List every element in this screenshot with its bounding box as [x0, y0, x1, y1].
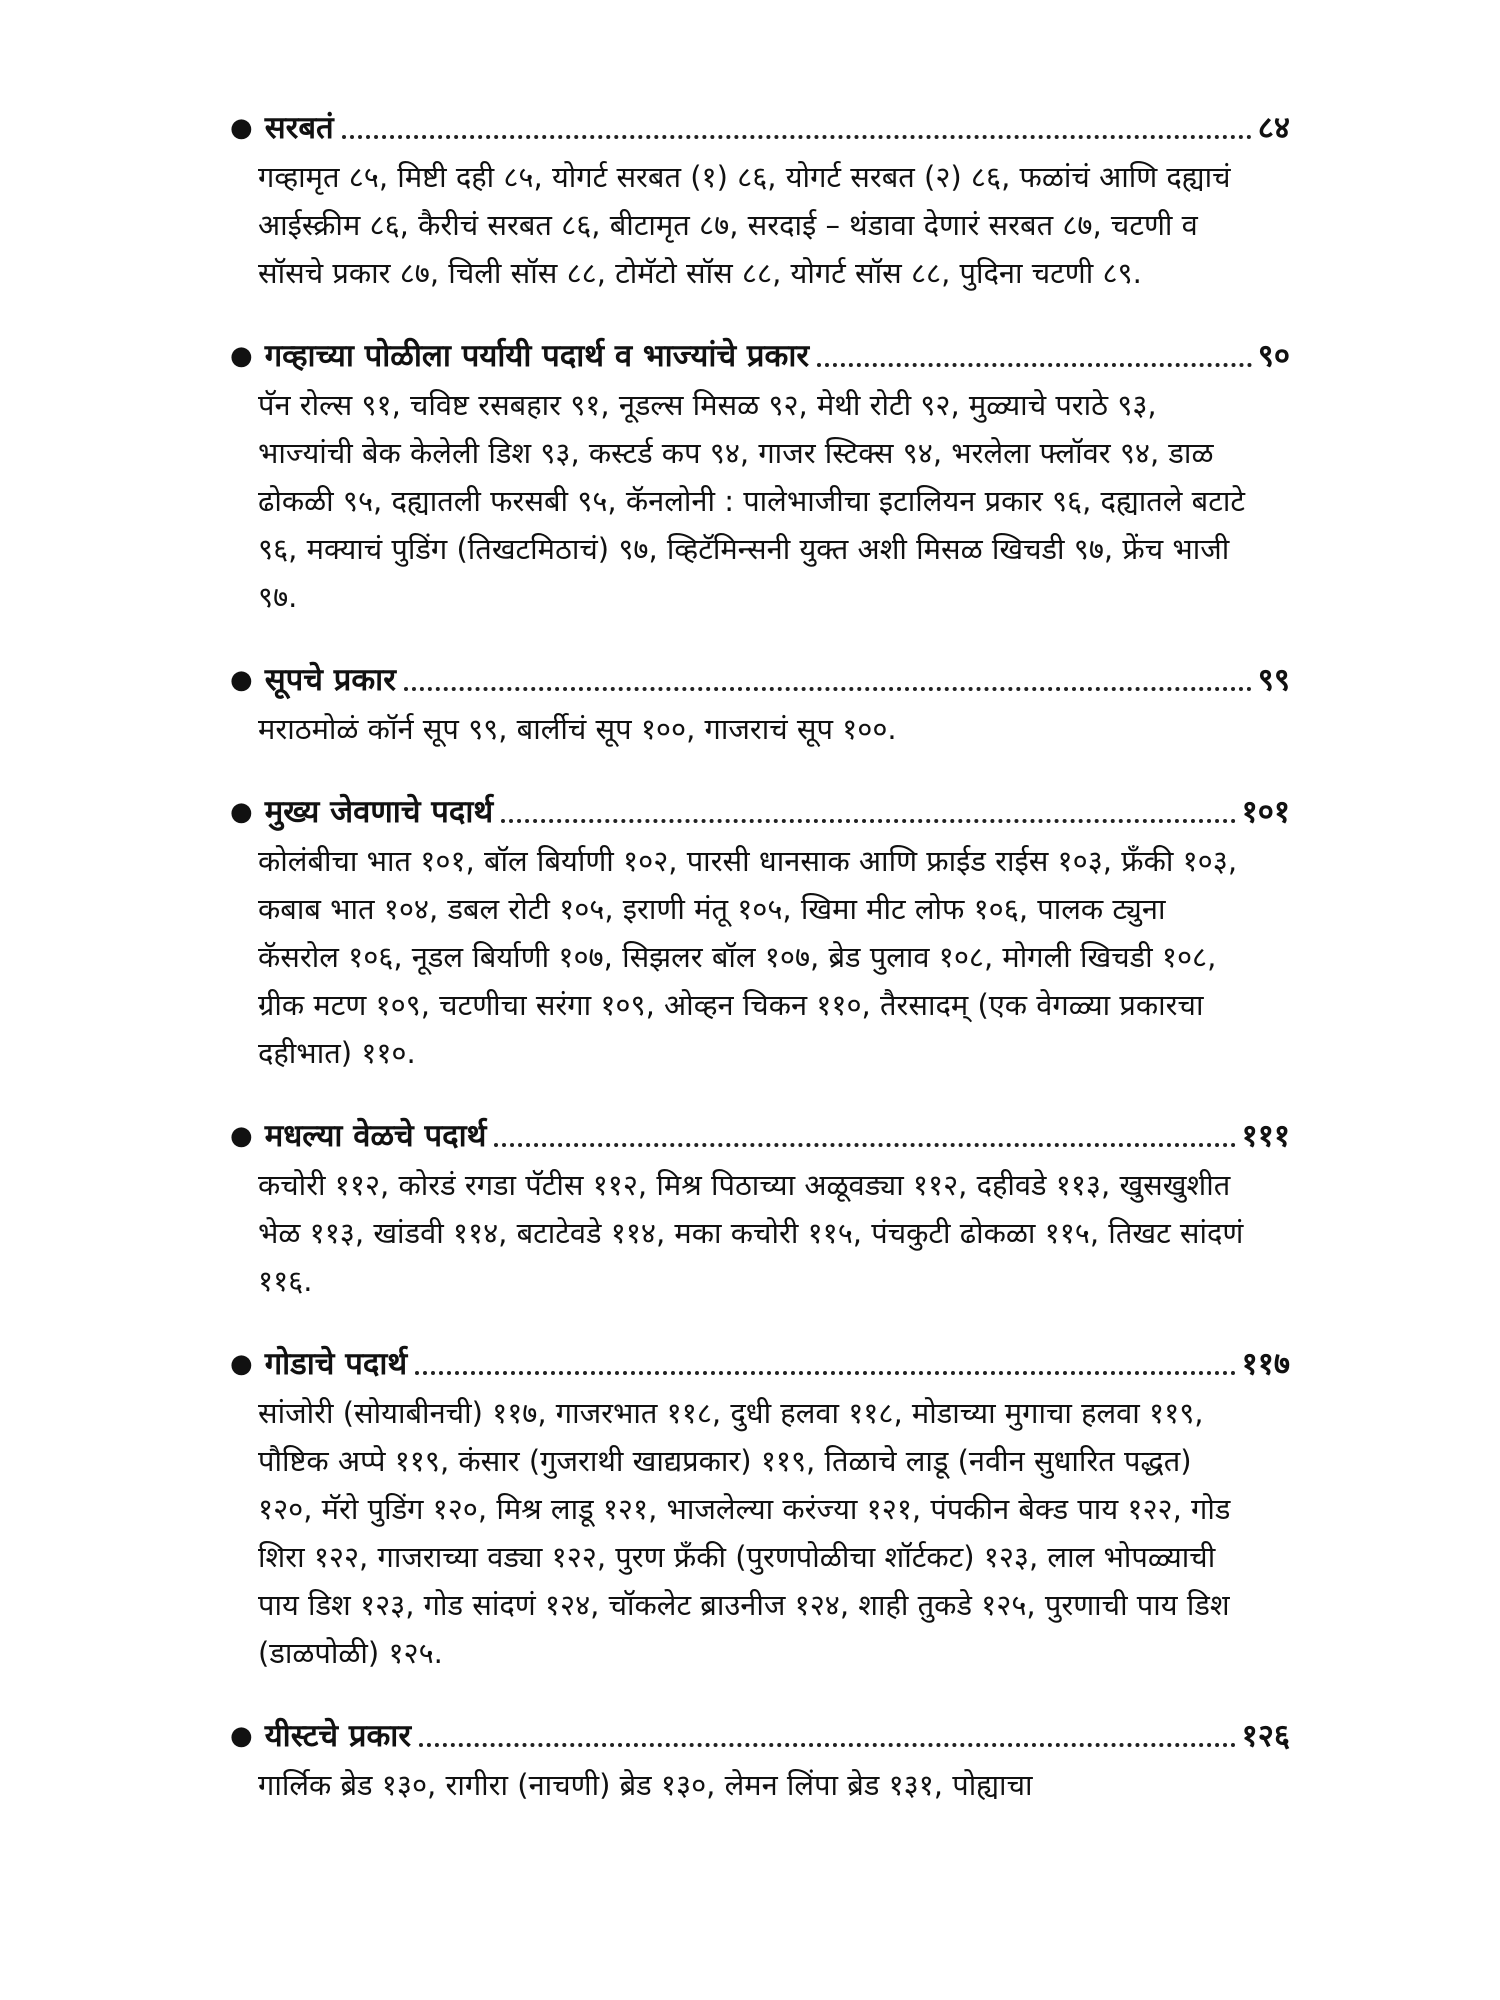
- toc-heading: [230, 789, 1290, 837]
- dot-leader: [501, 819, 1235, 823]
- bullet-icon: ●: [230, 341, 253, 371]
- page-number: ११७: [1241, 1346, 1290, 1382]
- dot-leader: [342, 135, 1252, 139]
- dot-leader: [415, 1371, 1235, 1375]
- toc-entry: [230, 1713, 1290, 1809]
- bullet-icon: ●: [230, 1121, 253, 1151]
- toc-heading: [230, 1341, 1290, 1389]
- section-title: यीस्टचे प्रकार: [264, 1718, 412, 1754]
- toc-heading: [230, 1713, 1290, 1761]
- bullet-icon: ●: [230, 665, 253, 695]
- section-title: सरबतं: [264, 110, 334, 146]
- toc-heading: [230, 657, 1290, 705]
- dot-leader: [404, 687, 1252, 691]
- page-number: ९९: [1257, 662, 1290, 698]
- section-items: गार्लिक ब्रेड १३०, रागीरा (नाचणी) ब्रेड १३०, लेमन लिंपा ब्रेड १३१, पोह्याचा: [258, 1768, 1033, 1802]
- page-number: १०१: [1241, 794, 1290, 830]
- toc-entry: [230, 789, 1290, 1077]
- page-number: १११: [1241, 1118, 1290, 1154]
- dot-leader: [494, 1143, 1235, 1147]
- section-items: पॅन रोल्स ९१, चविष्ट रसबहार ९१, नूडल्स मिसळ ९२, मेथी रोटी ९२, मुळ्याचे पराठे ९३, भाज्यांची बेक केलेली डिश ९३, कस्टर्ड कप ९४, गाजर स्टिक्स ९४, भरलेला फ्लॉवर ९४, डाळ ढोकळी ९५, दह्यातली फरसबी ९५, कॅनलोनी : पालेभाजीचा इटालियन प्रकार ९६, दह्यातले बटाटे ९६, मक्याचं पुडिंग (तिखटमिठाचं) ९७, व्हिटॅमिन्सनी युक्त अशी मिसळ खिचडी ९७, फ्रेंच भाजी ९७.: [258, 388, 1245, 614]
- toc-entry: [230, 657, 1290, 753]
- page-number: ८४: [1257, 110, 1290, 146]
- toc-entry: [230, 333, 1290, 621]
- table-of-contents: [230, 105, 1290, 1845]
- bullet-icon: ●: [230, 797, 253, 827]
- section-title: मधल्या वेळचे पदार्थ: [264, 1118, 487, 1154]
- dot-leader: [817, 363, 1252, 367]
- section-items: मराठमोळं कॉर्न सूप ९९, बार्लीचं सूप १००, गाजराचं सूप १००.: [258, 712, 897, 746]
- toc-entry: [230, 105, 1290, 297]
- toc-heading: [230, 105, 1290, 153]
- section-title: गोडाचे पदार्थ: [264, 1346, 408, 1382]
- dot-leader: [419, 1743, 1236, 1747]
- page-number: ९०: [1257, 338, 1290, 374]
- section-title: मुख्य जेवणाचे पदार्थ: [264, 794, 494, 830]
- bullet-icon: ●: [230, 113, 253, 143]
- section-items: गव्हामृत ८५, मिष्टी दही ८५, योगर्ट सरबत (१) ८६, योगर्ट सरबत (२) ८६, फळांचं आणि दह्याचं आईस्क्रीम ८६, कैरीचं सरबत ८६, बीटामृत ८७, सरदाई – थंडावा देणारं सरबत ८७, चटणी व सॉसचे प्रकार ८७, चिली सॉस ८८, टोमॅटो सॉस ८८, योगर्ट सॉस ८८, पुदिना चटणी ८९.: [258, 160, 1231, 290]
- section-items: सांजोरी (सोयाबीनची) ११७, गाजरभात ११८, दुधी हलवा ११८, मोडाच्या मुगाचा हलवा ११९, पौष्टिक अप्पे ११९, कंसार (गुजराथी खाद्यप्रकार) ११९, तिळाचे लाडू (नवीन सुधारित पद्धत) १२०, मॅरो पुडिंग १२०, मिश्र लाडू १२१, भाजलेल्या करंज्या १२१, पंपकीन बेक्ड पाय १२२, गोड शिरा १२२, गाजराच्या वड्या १२२, पुरण फ्रँकी (पुरणपोळीचा शॉर्टकट) १२३, लाल भोपळ्याची पाय डिश १२३, गोड सांदणं १२४, चॉकलेट ब्राउनीज १२४, शाही तुकडे १२५, पुरणाची पाय डिश (डाळपोळी) १२५.: [258, 1396, 1231, 1670]
- toc-entry: [230, 1341, 1290, 1677]
- toc-entry: [230, 1113, 1290, 1305]
- bullet-icon: ●: [230, 1721, 253, 1751]
- section-title: गव्हाच्या पोळीला पर्यायी पदार्थ व भाज्यांचे प्रकार: [264, 338, 810, 374]
- toc-heading: [230, 1113, 1290, 1161]
- bullet-icon: ●: [230, 1349, 253, 1379]
- section-title: सूपचे प्रकार: [264, 662, 396, 698]
- toc-heading: [230, 333, 1290, 381]
- section-items: कचोरी ११२, कोरडं रगडा पॅटीस ११२, मिश्र पिठाच्या अळूवड्या ११२, दहीवडे ११३, खुसखुशीत भेळ ११३, खांडवी ११४, बटाटेवडे ११४, मका कचोरी ११५, पंचकुटी ढोकळा ११५, तिखट सांदणं ११६.: [258, 1168, 1244, 1298]
- page-number: १२६: [1241, 1718, 1290, 1754]
- section-items: कोलंबीचा भात १०१, बॉल बिर्याणी १०२, पारसी धानसाक आणि फ्राईड राईस १०३, फ्रँकी १०३, कबाब भात १०४, डबल रोटी १०५, इराणी मंतू १०५, खिमा मीट लोफ १०६, पालक ट्युना कॅसरोल १०६, नूडल बिर्याणी १०७, सिझलर बॉल १०७, ब्रेड पुलाव १०८, मोगली खिचडी १०८, ग्रीक मटण १०९, चटणीचा सरंगा १०९, ओव्हन चिकन ११०, तैरसादम् (एक वेगळ्या प्रकारचा दहीभात) ११०.: [258, 844, 1238, 1070]
